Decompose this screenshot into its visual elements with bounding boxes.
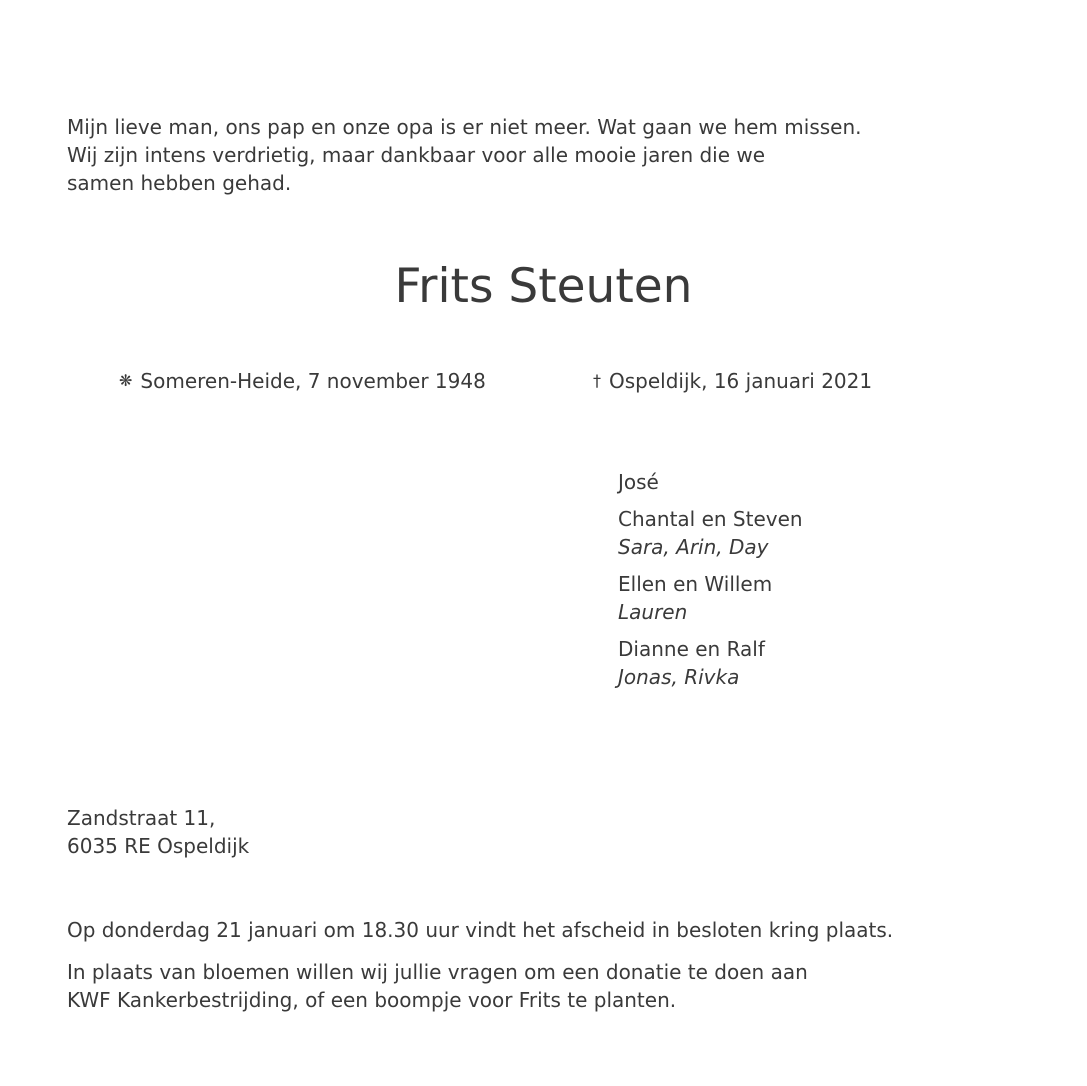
intro-line: Wij zijn intens verdrietig, maar dankbaar voor alle mooie jaren die we: [67, 143, 766, 167]
family-group: [618, 635, 803, 691]
address-street: Zandstraat 11,: [67, 806, 216, 830]
intro-line: Mijn lieve man, ons pap en onze opa is er niet meer. Wat gaan we hem missen.: [67, 115, 862, 139]
donation-line: In plaats van bloemen willen wij jullie vragen om een donatie te doen aan: [67, 960, 808, 984]
family-group: [618, 468, 803, 496]
donation-line: KWF Kankerbestrijding, of een boompje voor Frits te planten.: [67, 988, 677, 1012]
family-names: José: [618, 470, 659, 494]
death-text: Ospeldijk, 16 januari 2021: [609, 369, 873, 393]
family-group: [618, 570, 803, 626]
intro-text: [67, 113, 862, 197]
family-children: Sara, Arin, Day: [618, 535, 769, 559]
family-children: Lauren: [618, 600, 688, 624]
family-names: Chantal en Steven: [618, 507, 803, 531]
birth-info: [119, 367, 486, 395]
address-city: 6035 RE Ospeldijk: [67, 834, 250, 858]
address-block: [67, 804, 249, 860]
death-cross-icon: †: [593, 371, 601, 390]
family-group: [618, 505, 803, 561]
family-names: Dianne en Ralf: [618, 637, 765, 661]
family-children: Jonas, Rivka: [618, 665, 740, 689]
donation-text: [67, 958, 808, 1014]
ceremony-text: Op donderdag 21 januari om 18.30 uur vindt het afscheid in besloten kring plaats.: [67, 918, 894, 942]
family-names: Ellen en Willem: [618, 572, 773, 596]
intro-line: samen hebben gehad.: [67, 171, 292, 195]
deceased-name: Frits Steuten: [394, 259, 693, 314]
family-list: [618, 468, 803, 700]
birth-star-icon: ❋: [119, 371, 133, 390]
death-info: [593, 367, 872, 395]
birth-text: Someren-Heide, 7 november 1948: [140, 369, 486, 393]
